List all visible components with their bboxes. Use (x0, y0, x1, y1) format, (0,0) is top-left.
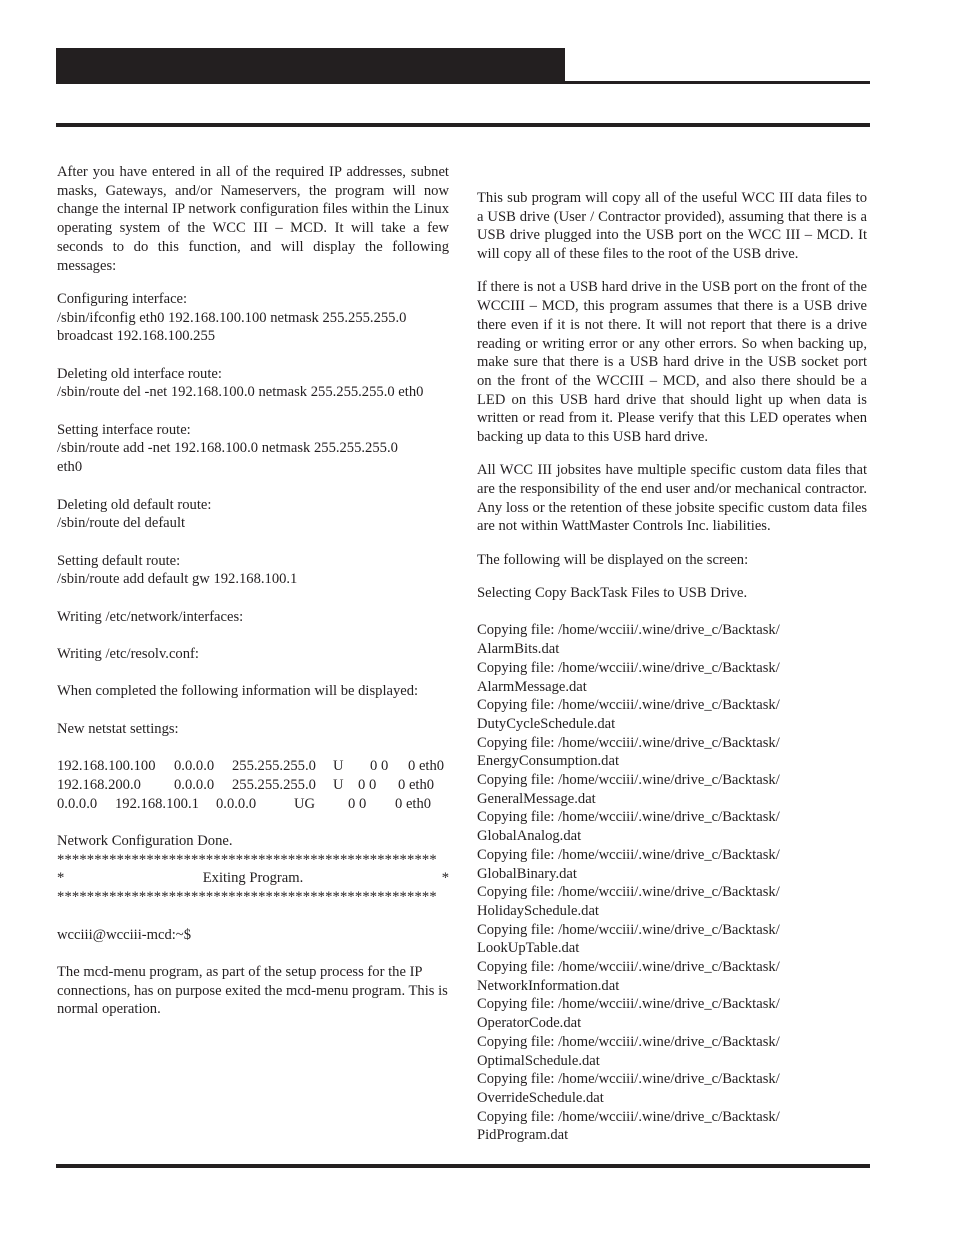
copy-file-entry (477, 995, 867, 1032)
netstat-iface: 0 eth0 (398, 776, 435, 793)
netstat-table (57, 757, 449, 813)
configuring-interface-broadcast: broadcast 192.168.100.255 (57, 328, 216, 345)
liability-paragraph: All WCC III jobsites have multiple specific custom data files that are the responsibility of the end user and/or mechanical contractor. Any loss or the retention of these jobsite specific custom data files are not within WattMaster Controls Inc. liabilities. (477, 462, 867, 535)
copy-file-entry (477, 1108, 867, 1145)
copy-file-path: Copying file: /home/wcciii/.wine/drive_c/Backtask/ (477, 846, 780, 863)
copy-file-name: DutyCycleSchedule.dat (477, 715, 616, 732)
copy-file-name: GlobalBinary.dat (477, 865, 577, 882)
netstat-metrics: 0 0 (358, 776, 377, 793)
copy-file-entry (477, 846, 867, 883)
copy-file-entry (477, 1070, 867, 1107)
left-column (57, 163, 449, 1019)
selecting-copy-message: Selecting Copy BackTask Files to USB Drive. (477, 585, 748, 602)
set-interface-route-command: /sbin/route add -net 192.168.100.0 netmask 255.255.255.0 (57, 440, 398, 457)
netstat-netmask: 255.255.255.0 (232, 776, 316, 793)
asterisk-left: * (57, 870, 65, 887)
copy-file-entry (477, 734, 867, 771)
usb-copy-intro: This sub program will copy all of the useful WCC III data files to a USB drive (User / Contractor provided), assuming that there is a USB drive plugged into the USB port on the WCC III – MCD. It will copy all of these files to the root of the USB drive. (477, 190, 867, 263)
copy-file-name: GeneralMessage.dat (477, 790, 596, 807)
netstat-gateway: 0.0.0.0 (174, 758, 215, 775)
copy-file-name: OverrideSchedule.dat (477, 1090, 604, 1106)
copy-file-name: LookUpTable.dat (477, 940, 580, 957)
copy-file-name: PidProgram.dat (477, 1127, 569, 1144)
header-black-bar (56, 48, 565, 81)
copy-file-path: Copying file: /home/wcciii/.wine/drive_c/Backtask/ (477, 697, 780, 714)
netstat-row (57, 776, 449, 795)
writing-resolv-message: Writing /etc/resolv.conf: (57, 646, 199, 663)
netstat-row (57, 795, 449, 814)
netstat-iface: 0 eth0 (408, 758, 445, 775)
header-rule-top (56, 81, 870, 84)
copy-file-name: HolidaySchedule.dat (477, 902, 599, 919)
copy-file-entry (477, 659, 867, 696)
asterisk-right: * (441, 870, 449, 887)
copy-file-path: Copying file: /home/wcciii/.wine/drive_c/Backtask/ (477, 921, 780, 938)
header-rule-bottom (56, 123, 870, 127)
configuring-interface-command: /sbin/ifconfig eth0 192.168.100.100 netmask 255.255.255.0 (57, 309, 407, 326)
copy-file-path: Copying file: /home/wcciii/.wine/drive_c/Backtask/ (477, 809, 780, 826)
netstat-gateway: 0.0.0.0 (174, 776, 215, 793)
configuring-interface-label: Configuring interface: (57, 290, 188, 307)
copy-file-path: Copying file: /home/wcciii/.wine/drive_c/Backtask/ (477, 659, 780, 676)
copy-file-name: AlarmMessage.dat (477, 678, 587, 695)
copy-file-path: Copying file: /home/wcciii/.wine/drive_c/Backtask/ (477, 1071, 780, 1088)
netstat-netmask: 255.255.255.0 (232, 758, 316, 775)
copy-file-name: EnergyConsumption.dat (477, 753, 620, 770)
copy-file-name: NetworkInformation.dat (477, 977, 620, 994)
completed-message: When completed the following information will be displayed: (57, 683, 419, 700)
netstat-flags: UG (294, 795, 316, 812)
copy-file-entry (477, 621, 867, 658)
netstat-gateway: 192.168.100.1 (115, 795, 199, 812)
delete-interface-route-command: /sbin/route del -net 192.168.100.0 netmask 255.255.255.0 eth0 (57, 384, 424, 401)
copy-file-name: OperatorCode.dat (477, 1015, 582, 1032)
copy-file-path: Copying file: /home/wcciii/.wine/drive_c/Backtask/ (477, 734, 780, 751)
netstat-netmask: 0.0.0.0 (216, 795, 257, 812)
copy-file-name: AlarmBits.dat (477, 641, 560, 658)
copy-file-entry (477, 808, 867, 845)
exiting-program-text: Exiting Program. (202, 870, 304, 887)
outro-paragraph: The mcd-menu program, as part of the setup process for the IP connections, has on purpose exited the mcd-menu program. This is normal operation. (57, 963, 448, 1018)
intro-paragraph: After you have entered in all of the required IP addresses, subnet masks, Gateways, and/or Nameservers, the program will now change the internal IP network configuration files within the Linux operating system of the WCC III – MCD. It will take a few seconds to do this function, and will display the following messages: (57, 164, 449, 274)
netstat-destination: 0.0.0.0 (57, 795, 98, 812)
delete-default-route-command: /sbin/route del default (57, 515, 186, 532)
right-column (477, 189, 867, 1145)
netstat-destination: 192.168.100.100 (57, 758, 156, 775)
footer-rule (56, 1164, 870, 1168)
copy-file-entry (477, 883, 867, 920)
usb-drive-warning: If there is not a USB hard drive in the USB port on the front of the WCCIII – MCD, this program assumes that there is a USB drive there even if it is not there. It will not report that there is a drive reading or writing error or any other errors. So when backing up, make sure that there is a USB hard drive in the USB socket port on the front of the WCCIII – MCD, and also there should be a LED on this USB hard drive that should light up when data is written or read from it. Please verify that this LED operates when backing up data to this USB hard drive. (477, 279, 867, 446)
set-default-route-label: Setting default route: (57, 552, 181, 569)
copy-file-entry (477, 771, 867, 808)
copy-file-name: GlobalAnalog.dat (477, 828, 582, 845)
netstat-flags: U (333, 758, 344, 775)
netstat-metrics: 0 0 (348, 795, 367, 812)
netstat-metrics: 0 0 (370, 758, 389, 775)
netstat-label: New netstat settings: (57, 720, 179, 737)
copy-file-path: Copying file: /home/wcciii/.wine/drive_c/Backtask/ (477, 884, 780, 901)
displayed-on-screen-label: The following will be displayed on the screen: (477, 551, 749, 568)
asterisk-border-top: *************************************************** (57, 851, 437, 868)
netstat-destination: 192.168.200.0 (57, 776, 141, 793)
netstat-iface: 0 eth0 (395, 795, 432, 812)
copy-file-entry (477, 1033, 867, 1070)
exiting-program-line (57, 869, 449, 888)
set-interface-route-label: Setting interface route: (57, 421, 191, 438)
netstat-flags: U (333, 776, 344, 793)
copy-file-path: Copying file: /home/wcciii/.wine/drive_c/Backtask/ (477, 959, 780, 976)
writing-interfaces-message: Writing /etc/network/interfaces: (57, 608, 244, 625)
copy-file-entry (477, 958, 867, 995)
delete-interface-route-label: Deleting old interface route: (57, 365, 222, 382)
copy-file-entry (477, 921, 867, 958)
set-interface-route-device: eth0 (57, 459, 83, 476)
copy-file-path: Copying file: /home/wcciii/.wine/drive_c/Backtask/ (477, 996, 780, 1013)
copy-file-name: OptimalSchedule.dat (477, 1052, 600, 1069)
shell-prompt: wcciii@wcciii-mcd:~$ (57, 926, 191, 943)
copy-file-path: Copying file: /home/wcciii/.wine/drive_c/Backtask/ (477, 1033, 780, 1050)
netstat-row (57, 757, 449, 776)
asterisk-border-bottom: *************************************************** (57, 889, 437, 906)
copy-file-list (477, 621, 867, 1145)
copy-file-entry (477, 696, 867, 733)
copy-file-path: Copying file: /home/wcciii/.wine/drive_c/Backtask/ (477, 1108, 780, 1125)
copy-file-path: Copying file: /home/wcciii/.wine/drive_c/Backtask/ (477, 622, 780, 639)
delete-default-route-label: Deleting old default route: (57, 496, 212, 513)
network-config-done: Network Configuration Done. (57, 833, 233, 850)
set-default-route-command: /sbin/route add default gw 192.168.100.1 (57, 571, 298, 588)
copy-file-path: Copying file: /home/wcciii/.wine/drive_c/Backtask/ (477, 772, 780, 789)
